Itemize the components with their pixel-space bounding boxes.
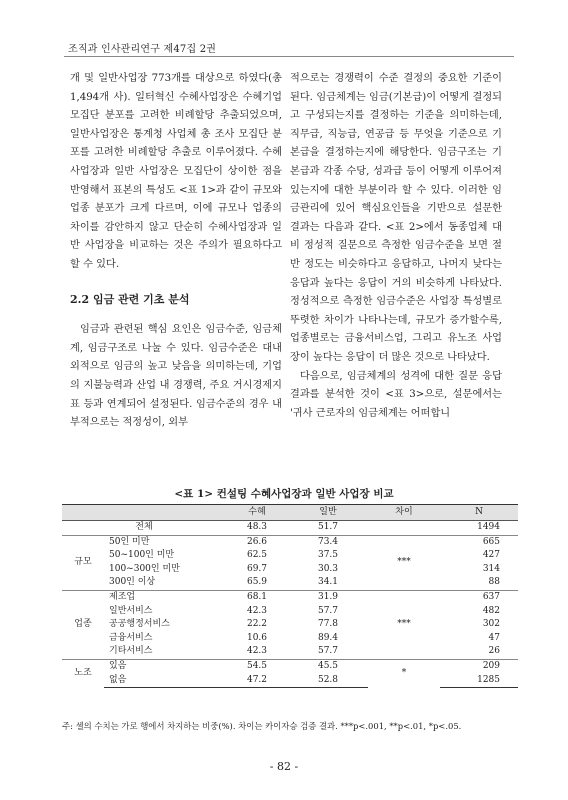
cell-recipient: 47.2 xyxy=(226,674,288,688)
table-row xyxy=(62,535,518,549)
row-label: 공공행정서비스 xyxy=(109,619,170,630)
cell-n: 665 xyxy=(440,535,518,549)
comparison-table xyxy=(62,504,518,688)
cell-n: 314 xyxy=(482,563,500,574)
cell-general: 89.4 xyxy=(317,632,339,643)
cell-recipient: 62.5 xyxy=(246,550,268,561)
group-label: 노조 xyxy=(62,659,104,687)
right-paragraph-1: 적으로는 경쟁력이 수준 결정의 중요한 기준이 된다. 임금체계는 임금(기본급)이 어떻게 결정되고 구성되는지를 결정하는 기준을 의미하는데, 직무급, 직능급, 연공급 등 무엇을 기준으로 기본급을 결정하는지에 해당한다. 임금구조는 기본급과 각종 수당, 성과급 등이 어떻게 이루어져 있는지에 대한 부분이라 할 수 있다. 이러한 임금관리에 있어 핵심요인들을 기반으로 설문한 결과는 다음과 같다. <표 2>에서 동종업체 대비 정성적 질문으로 측정한 임금수준을 보면 절반 정도는 비슷하다고 응답하고, 나머지 낮다는 응답과 높다는 응답이 거의 비슷하게 나타났다. 정성적으로 측정한 임금수준은 사업장 특성별로 뚜렷한 차이가 나타나는데, 규모가 증가할수록, 업종별로는 금융서비스업, 그리고 유노조 사업장이 높다는 응답이 더 많은 것으로 나타났다. xyxy=(290,73,502,363)
row-label: 제조업 xyxy=(104,590,226,604)
cell-recipient: 69.7 xyxy=(246,563,268,574)
cell-n: 209 xyxy=(440,659,518,673)
header-rule xyxy=(64,56,514,57)
total-recipient: 48.3 xyxy=(246,522,268,532)
cell-general: 30.3 xyxy=(317,563,339,574)
cell-n: 427 xyxy=(482,550,500,561)
cell-recipient: 54.5 xyxy=(226,659,288,673)
cell-general: 73.4 xyxy=(288,535,368,549)
row-label: 일반서비스 xyxy=(109,605,153,616)
row-label: 50인 미만 xyxy=(104,535,226,549)
cell-recipient: 42.3 xyxy=(246,646,268,657)
row-label: 기타서비스 xyxy=(109,646,153,657)
table-row xyxy=(62,659,518,673)
right-paragraph-2: 다음으로, 임금체계의 성격에 대한 질문 응답 결과를 분석한 것이 <표 3>으로, 설문에서는 '귀사 근로자의 임금체계는 어떠합니 xyxy=(290,370,502,419)
table-row xyxy=(62,576,518,590)
cell-n: 26 xyxy=(488,646,500,657)
table-header-row xyxy=(62,505,518,521)
section-heading: 2.2 임금 관련 기초 분석 xyxy=(70,292,190,306)
header-blank xyxy=(62,505,226,521)
table-title: <표 1> 컨설팅 수혜사업장과 일반 사업장 비교 xyxy=(174,488,394,500)
cell-n: 47 xyxy=(488,632,500,643)
significance-marker: * xyxy=(368,659,440,687)
header-general: 일반 xyxy=(288,505,368,521)
row-label: 300인 이상 xyxy=(109,577,156,588)
table-note: 주: 셀의 수치는 가로 행에서 차지하는 비중(%). 차이는 카이자승 검증 결과. ***p<.001, **p<.01, *p<.05. xyxy=(62,721,462,731)
cell-general: 52.8 xyxy=(288,674,368,688)
cell-recipient: 10.6 xyxy=(246,632,268,643)
total-general: 51.7 xyxy=(317,522,339,532)
cell-n: 637 xyxy=(440,590,518,604)
cell-general: 34.1 xyxy=(317,577,339,588)
table-row xyxy=(62,674,518,688)
header-difference: 차이 xyxy=(368,505,440,521)
cell-recipient: 42.3 xyxy=(246,605,268,616)
table-row xyxy=(62,563,518,577)
cell-n: 88 xyxy=(488,577,500,588)
total-label: 전체 xyxy=(135,522,153,532)
left-paragraph-1: 개 및 일반사업장 773개를 대상으로 하였다(총 1,494개 사). 일터혁신 수혜사업장은 수혜기업 모집단 분포를 고려한 비례할당 추출되었으며, 일반사업장은 통계청 사업체 총 조사 모집단 분포를 고려한 비례할당 추출로 이루어졌다. 수혜 사업장과 일반 사업장은 모집단이 상이한 점을 반영해서 표본의 특성도 <표 1>과 같이 규모와 업종 분포가 크게 다르며, 이에 규모나 업종의 차이를 감안하지 않고 단순히 수혜사업장과 일반 사업장을 비교하는 것은 주의가 필요하다고 할 수 있다. xyxy=(70,73,282,270)
table-row-total xyxy=(62,521,518,536)
row-label: 없음 xyxy=(104,674,226,688)
significance-marker: *** xyxy=(368,535,440,590)
group-label: 업종 xyxy=(62,590,104,659)
row-label: 금융서비스 xyxy=(109,632,153,643)
cell-general: 45.5 xyxy=(288,659,368,673)
row-label: 100~300인 미만 xyxy=(109,563,180,574)
total-difference xyxy=(368,521,440,536)
right-column xyxy=(290,70,502,423)
cell-recipient: 68.1 xyxy=(226,590,288,604)
row-label: 50~100인 미만 xyxy=(109,550,175,561)
left-paragraph-2: 임금과 관련된 핵심 요인은 임금수준, 임금체계, 임금구조로 나눌 수 있다. 임금수준은 대내외적으로 임금의 높고 낮음을 의미하는데, 기업의 지불능력과 산업 내 경쟁력, 주요 거시경제지표 등과 연계되어 설정된다. 임금수준의 경우 내부적으로는 적정성이, 외부 xyxy=(70,324,282,429)
cell-general: 77.8 xyxy=(317,619,339,630)
table-row xyxy=(62,549,518,563)
table-row xyxy=(62,645,518,659)
cell-recipient: 65.9 xyxy=(246,577,268,588)
cell-recipient: 22.2 xyxy=(246,619,268,630)
cell-n: 482 xyxy=(482,605,500,616)
header-n: N xyxy=(440,505,518,521)
cell-n: 1285 xyxy=(440,674,518,688)
total-n: 1494 xyxy=(477,522,500,532)
cell-n: 302 xyxy=(482,619,500,630)
table-row xyxy=(62,618,518,632)
table-row xyxy=(62,590,518,604)
table-row xyxy=(62,605,518,619)
row-label: 있음 xyxy=(104,659,226,673)
cell-recipient: 26.6 xyxy=(226,535,288,549)
running-head: 조직과 인사관리연구 제47집 2권 xyxy=(68,44,217,55)
page-number: - 82 - xyxy=(269,760,299,773)
table-row xyxy=(62,632,518,646)
cell-general: 31.9 xyxy=(288,590,368,604)
table-body xyxy=(62,521,518,688)
significance-marker: *** xyxy=(368,590,440,659)
header-recipient: 수혜 xyxy=(226,505,288,521)
left-column xyxy=(70,70,282,433)
cell-general: 37.5 xyxy=(317,550,339,561)
cell-general: 57.7 xyxy=(317,646,339,657)
cell-general: 57.7 xyxy=(317,605,339,616)
group-label: 규모 xyxy=(62,535,104,590)
